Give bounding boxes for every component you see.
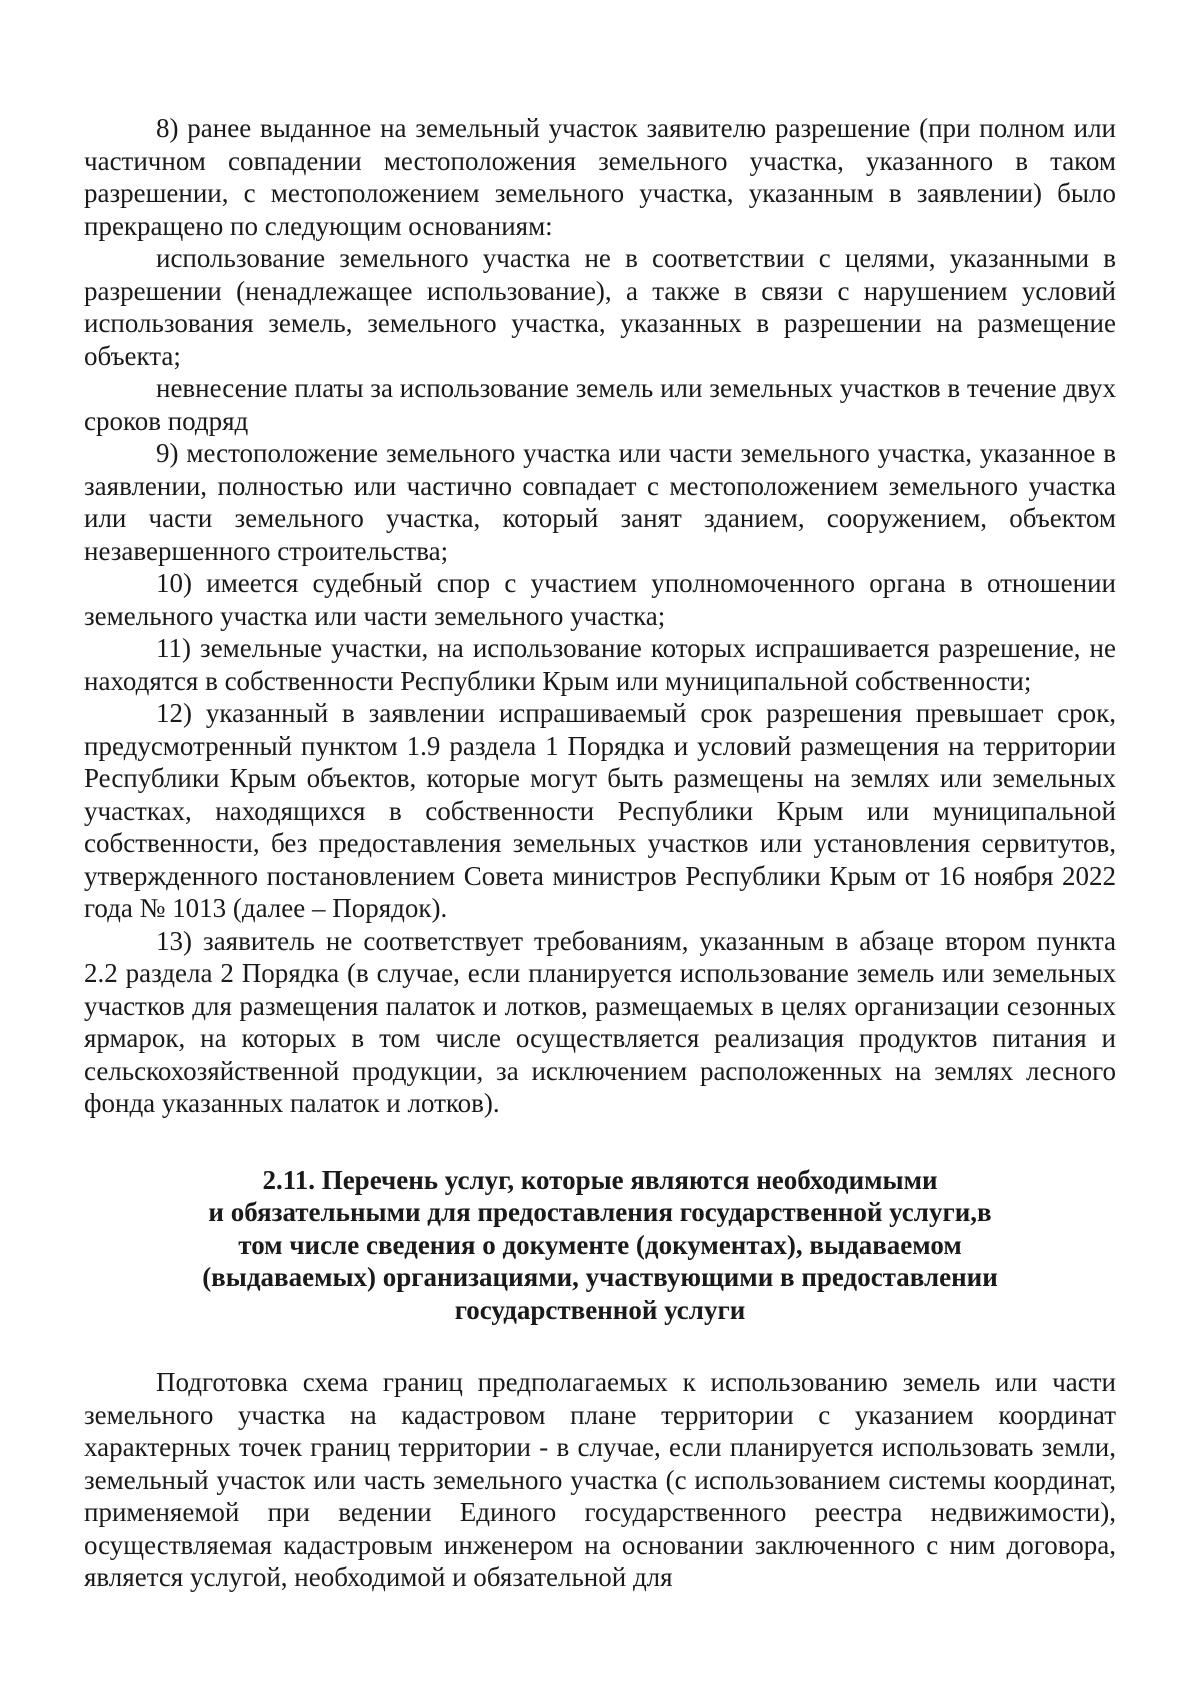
- paragraph-item-12: 12) указанный в заявлении испрашиваемый срок разрешения превышает срок, предусмотренный пунктом 1.9 раздела 1 Порядка и условий размещения на территории Республики Крым объектов, которые могут быть размещены на землях или земельных участках, находящихся в собственности Республики Крым или муниципальной собственности, без предоставления земельных участков или установления сервитутов, утвержденного постановлением Совета министров Республики Крым от 16 ноября 2022 года № 1013 (далее – Порядок).: [84, 698, 1116, 923]
- heading-line: государственной услуги: [454, 1294, 746, 1325]
- heading-line: 2.11. Перечень услуг, которые являются необходимыми: [262, 1164, 938, 1195]
- heading-line: и обязательными для предоставления государственной услуги,в: [208, 1197, 992, 1227]
- document-page: [84, 112, 1116, 1594]
- paragraph-item-11: 11) земельные участки, на использование которых испрашивается разрешение, не находятся в собственности Республики Крым или муниципальной собственности;: [84, 633, 1116, 696]
- paragraph-item-8: 8) ранее выданное на земельный участок заявителю разрешение (при полном или частичном совпадении местоположения земельного участка, указанного в таком разрешении, с местоположением земельного участка, указанным в заявлении) было прекращено по следующим основаниям:: [84, 113, 1116, 241]
- paragraph-item-10: 10) имеется судебный спор с участием уполномоченного органа в отношении земельного участка или части земельного участка;: [84, 568, 1116, 631]
- heading-line: том числе сведения о документе (документах), выдаваемом: [238, 1229, 962, 1260]
- paragraph-services: Подготовка схема границ предполагаемых к использованию земель или части земельного участка на кадастровом плане территории с указанием координат характерных точек границ территории - в случае, если планируется использовать земли, земельный участок или часть земельного участка (с использованием системы координат, применяемой при ведении Единого государственного реестра недвижимости), осуществляемая кадастровым инженером на основании заключенного с ним договора, является услугой, необходимой и обязательной для: [84, 1367, 1116, 1592]
- paragraph-nonpayment: невнесение платы за использование земель или земельных участков в течение двух сроков подряд: [84, 373, 1116, 436]
- spacer: [84, 1326, 1116, 1366]
- paragraph-item-13: 13) заявитель не соответствует требованиям, указанным в абзаце втором пункта 2.2 раздела 2 Порядка (в случае, если планируется использование земель или земельных участков для размещения палаток и лотков, размещаемых в целях организации сезонных ярмарок, на которых в том числе осуществляется реализация продуктов питания и сельскохозяйственной продукции, за исключением расположенных на землях лесного фонда указанных палаток и лотков).: [84, 925, 1116, 1118]
- paragraph-misuse: использование земельного участка не в соответствии с целями, указанными в разрешении (ненадлежащее использование), а также в связи с нарушением условий использования земель, земельного участка, указанных в разрешении на размещение объекта;: [84, 243, 1116, 371]
- section-heading-2-11: [84, 1164, 1116, 1327]
- paragraph-item-9: 9) местоположение земельного участка или части земельного участка, указанное в заявлении, полностью или частично совпадает с местоположением земельного участка или части земельного участка, который занят зданием, сооружением, объектом незавершенного строительства;: [84, 438, 1116, 566]
- heading-line: (выдаваемых) организациями, участвующими в предоставлении: [202, 1262, 998, 1292]
